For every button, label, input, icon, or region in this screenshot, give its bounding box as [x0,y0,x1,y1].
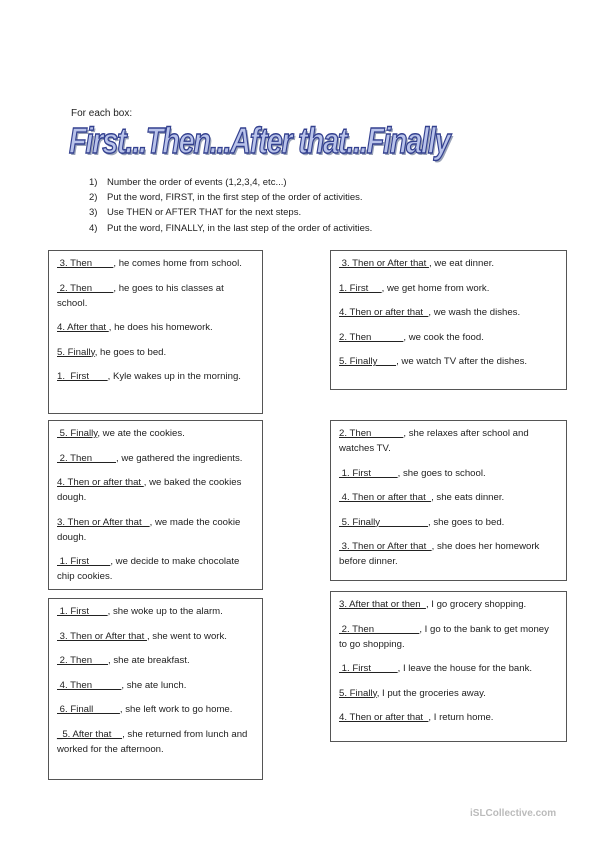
instruction-number: 2) [89,192,98,204]
exercise-line [57,653,254,668]
exercise-line [339,281,558,296]
exercise-line [57,678,254,693]
answer-blank[interactable]: 3. Then or After that [57,516,150,528]
exercise-box-1 [48,250,263,414]
exercise-line [57,515,254,545]
sentence-text: , I leave the house for the bank. [397,663,533,674]
instructions-list [89,175,372,236]
sentence-text: , we eat dinner. [428,258,495,269]
sentence-text: , I return home. [428,712,494,723]
sentence-text: , she eats dinner. [431,492,505,503]
answer-blank[interactable]: 4. Then or after that [339,307,429,318]
answer-blank[interactable]: 2. Then [339,428,404,439]
sentence-text: , she woke up to the alarm. [107,606,223,617]
instruction-text: Number the order of events (1,2,3,4, etc...) [107,177,287,188]
exercise-box-3 [48,420,263,590]
exercise-line [339,490,558,505]
exercise-line [57,604,254,619]
sentence-text: , he comes home from school. [113,258,242,269]
exercise-line [339,597,558,612]
answer-blank[interactable]: 5. Finally [57,428,98,439]
exercise-line [57,345,254,360]
answer-blank[interactable]: 1. First [339,467,398,479]
intro-text: For each box: [71,108,133,119]
answer-blank[interactable]: 2. Then [57,282,114,294]
sentence-text: , Kyle wakes up in the morning. [107,371,241,382]
exercise-line [57,451,254,466]
answer-blank[interactable]: 3. Then or After that [57,630,147,642]
sentence-text: , she relaxes after school and watches TV. [339,428,529,454]
exercise-line [339,256,558,271]
sentence-text: , we ate the cookies. [97,428,185,439]
exercise-line [339,661,558,676]
worksheet-title: First...Then...After that...Finally [69,120,450,161]
sentence-text: , she went to work. [146,630,227,642]
instruction-item [89,221,372,236]
instruction-number: 3) [89,207,98,219]
sentence-text: , I put the groceries away. [376,687,486,699]
sentence-text: , we wash the dishes. [428,307,521,318]
answer-blank[interactable]: 4. Then or after that [57,477,144,488]
exercise-box-2 [330,250,567,390]
watermark: iSLCollective.com [470,808,557,819]
sentence-text: , she returned from lunch and worked for the afternoon. [57,728,248,755]
answer-blank[interactable]: 2. Then [57,655,109,666]
answer-blank[interactable]: 3. Then [57,258,114,269]
exercise-line [339,515,558,530]
exercise-box-6 [330,591,567,742]
answer-blank[interactable]: 2. Then [339,623,420,635]
sentence-text: , we decide to make chocolate chip cookies. [57,556,240,582]
sentence-text: , we baked the cookies dough. [57,477,242,503]
sentence-text: , we cook the food. [403,331,484,343]
sentence-text: , we gathered the ingredients. [116,452,243,464]
instruction-item [89,190,372,205]
sentence-text: , he goes to his classes at school. [57,282,224,309]
answer-blank[interactable]: _5. After that [57,728,123,740]
exercise-line [339,305,558,320]
instruction-text: Use THEN or AFTER THAT for the next steps. [107,207,302,219]
exercise-line [57,727,254,757]
sentence-text: , she ate lunch. [121,679,187,691]
sentence-text: , he goes to bed. [94,346,167,358]
answer-blank[interactable]: 5. Finally [339,687,377,699]
sentence-text: , I go grocery shopping. [425,599,527,610]
instruction-number: 1) [89,177,98,188]
sentence-text: , she does her homework before dinner. [339,541,540,567]
answer-blank[interactable]: 3. Then or After that [339,258,429,269]
instruction-text: Put the word, FINALLY, in the last step of the order of activities. [107,222,373,234]
exercise-line [57,426,254,441]
answer-blank[interactable]: 1. First [57,556,111,567]
answer-blank[interactable]: 5. Finally [339,356,397,367]
answer-blank[interactable]: 5. Finally [57,346,95,358]
exercise-line [57,256,254,271]
exercise-line [339,622,558,652]
answer-blank[interactable]: 3. Then or After that [339,541,432,552]
sentence-text: , she goes to school. [397,467,486,479]
sentence-text: , we made the cookie dough. [57,516,241,543]
instruction-item [89,205,372,220]
sentence-text: , we get home from work. [381,282,490,294]
instruction-text: Put the word, FIRST, in the first step of the order of activities. [107,192,363,204]
exercise-line [57,320,254,335]
exercise-line [57,281,254,311]
answer-blank[interactable]: 4. Then or after that [339,492,432,503]
exercise-line [57,554,254,584]
exercise-line [57,369,254,384]
exercise-line [57,475,254,505]
answer-blank[interactable]: 1. First [57,606,108,617]
exercise-line [339,330,558,345]
answer-blank[interactable]: 1. First [339,282,382,294]
sentence-text: , I go to the bank to get money to go shopping. [339,623,549,650]
exercise-box-5 [48,598,263,780]
exercise-line [339,686,558,701]
answer-blank[interactable]: 5. Finally [339,516,429,528]
exercise-line [339,354,558,369]
exercise-line [339,466,558,481]
sentence-text: , we watch TV after the dishes. [396,356,528,367]
answer-blank[interactable]: 2. Then [57,452,117,464]
exercise-line [57,702,254,717]
instruction-item [89,175,372,190]
exercise-box-4 [330,420,567,581]
exercise-line [339,539,558,569]
answer-blank[interactable]: 4. Then or after that [339,712,429,723]
sentence-text: , he does his homework. [108,322,213,333]
answer-blank[interactable]: 6. Finall [57,704,120,715]
exercise-line [339,426,558,456]
answer-blank[interactable]: 1. First [57,371,108,382]
instruction-number: 4) [89,222,98,234]
exercise-line [339,710,558,725]
answer-blank[interactable]: 3. After that or then [339,599,426,610]
answer-blank[interactable]: 1. First [339,663,398,674]
sentence-text: , she left work to go home. [119,704,233,715]
sentence-text: , she ate breakfast. [108,655,190,666]
exercise-line [57,629,254,644]
answer-blank[interactable]: 2. Then [339,331,404,343]
answer-blank[interactable]: 4. After that [57,322,109,333]
sentence-text: , she goes to bed. [428,516,505,528]
answer-blank[interactable]: 4. Then [57,679,122,691]
